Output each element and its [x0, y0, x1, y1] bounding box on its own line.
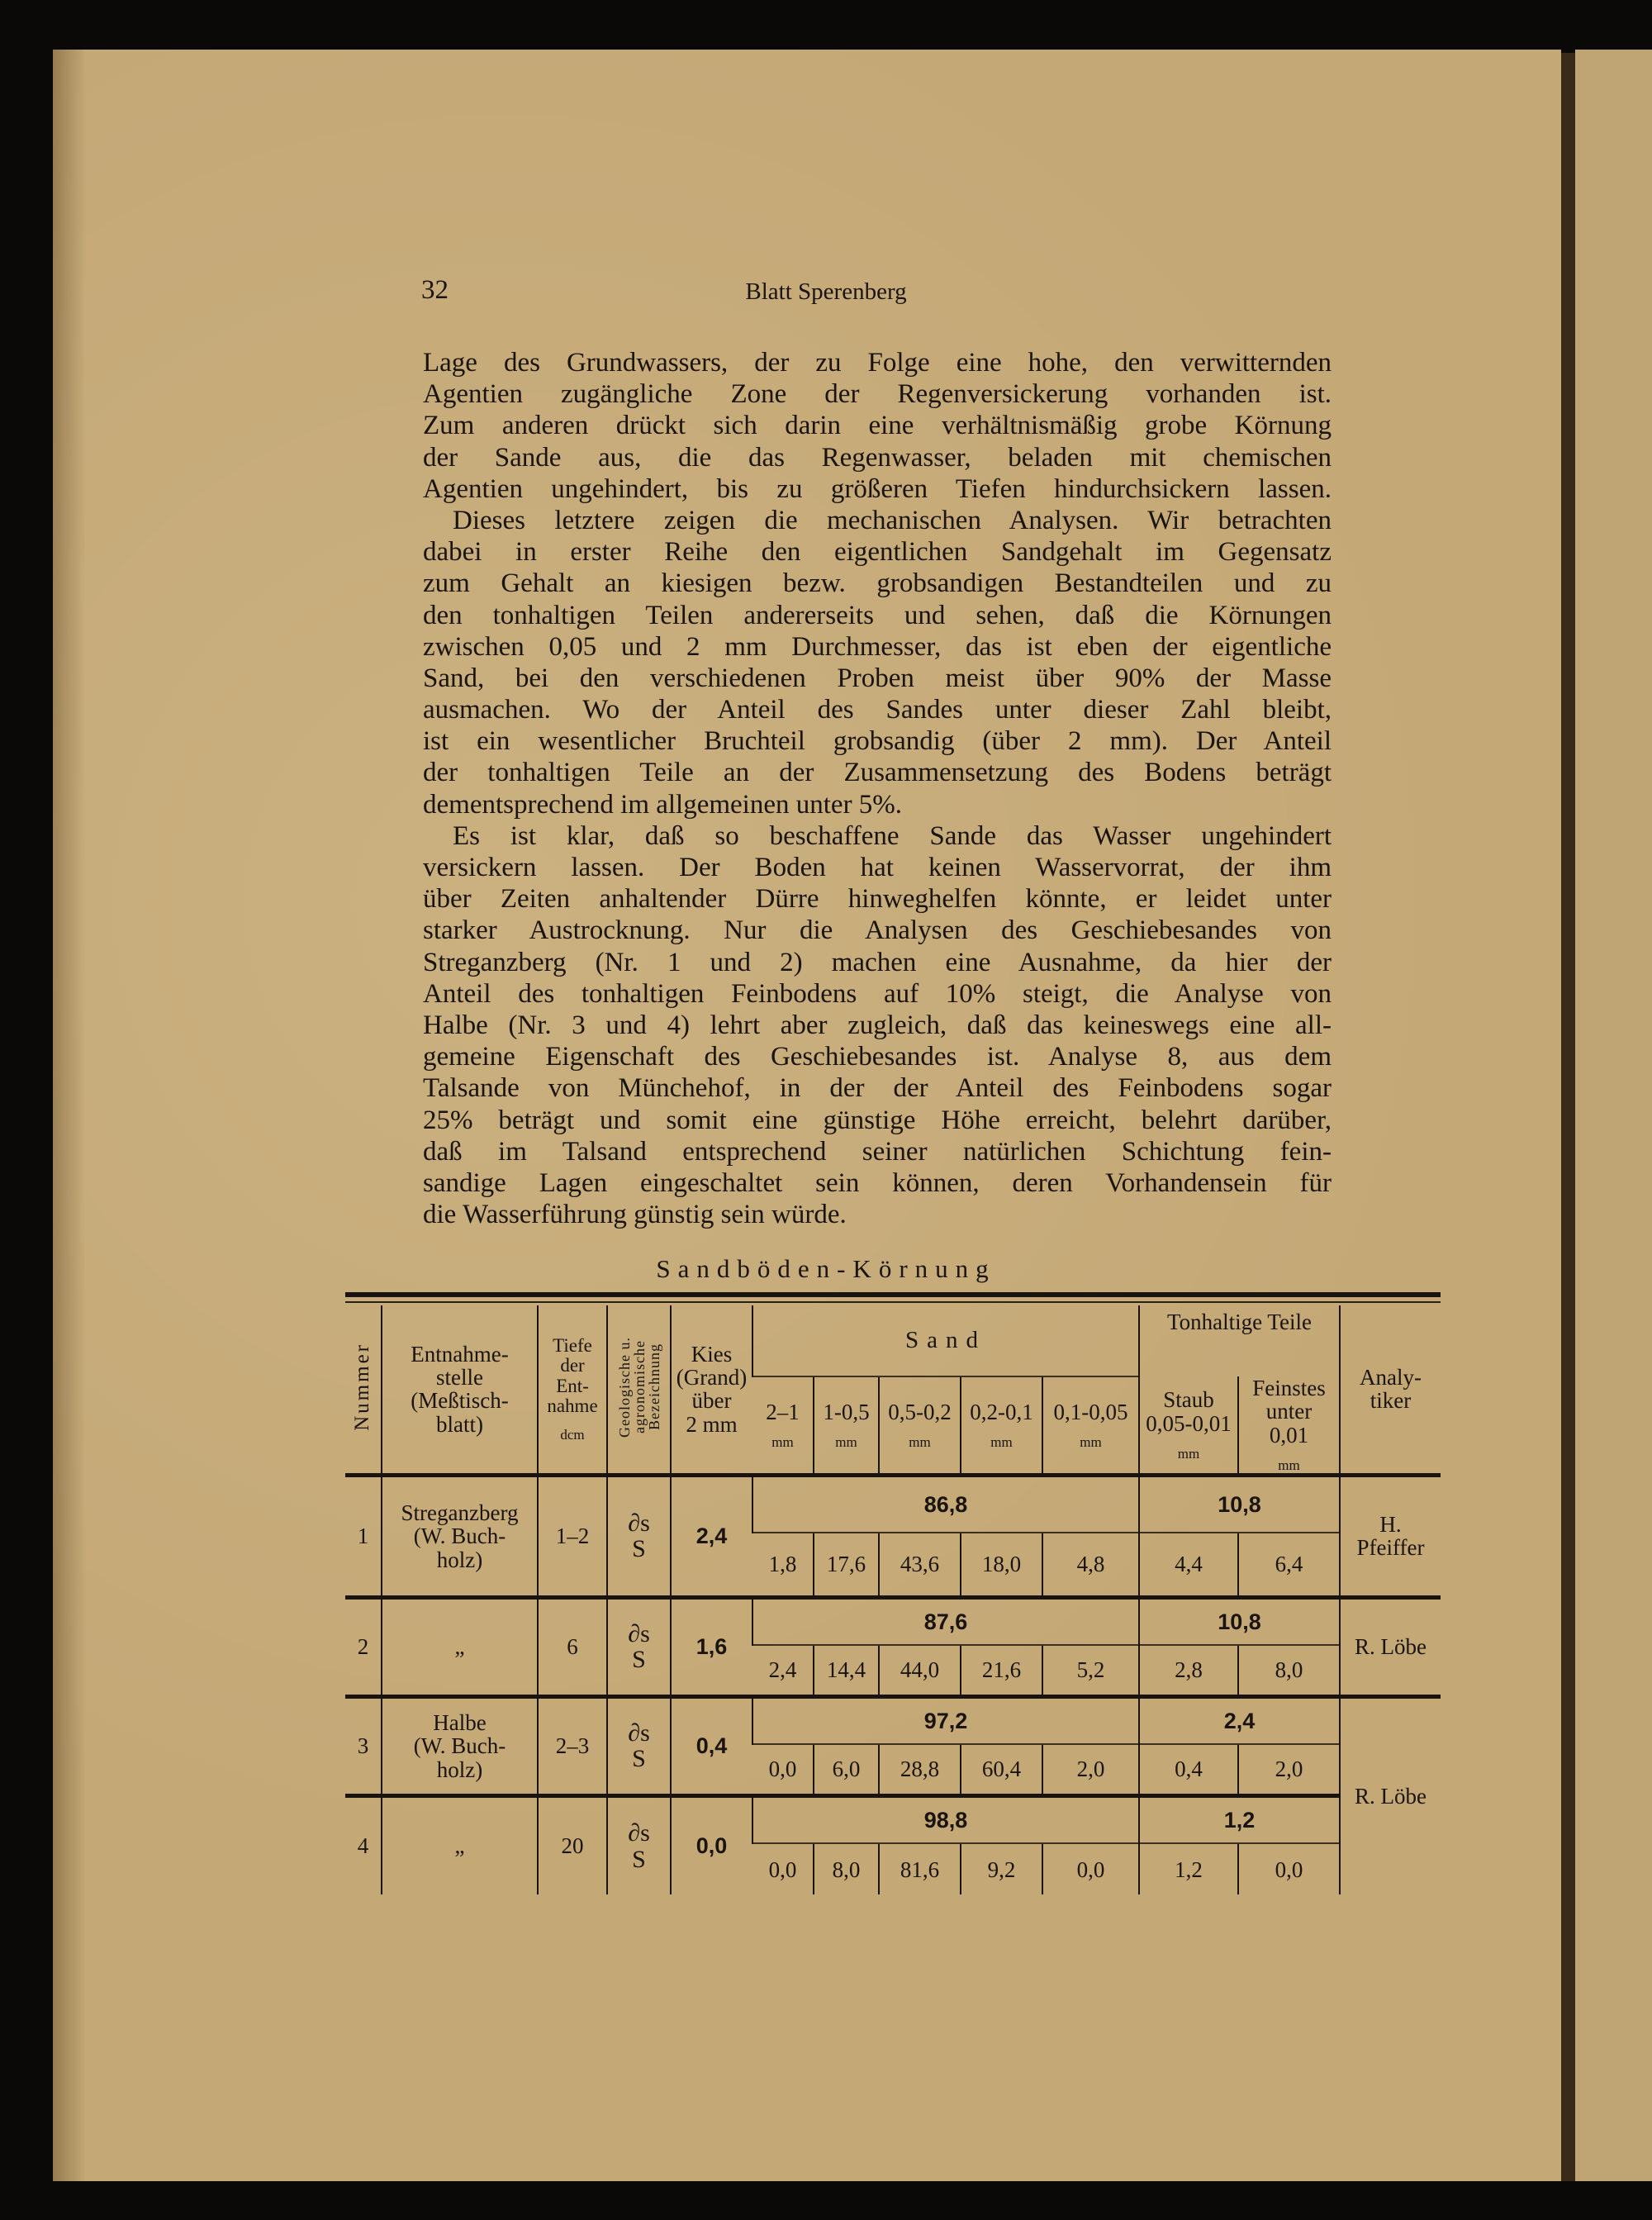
- sand-fraction-value: 14,4: [814, 1645, 879, 1696]
- row-number: 3: [345, 1696, 382, 1795]
- text-line: gemeine Eigenschaft des Geschiebesandes ist. Analyse 8, aus dem: [423, 1042, 1332, 1072]
- unit: mm: [990, 1434, 1013, 1451]
- unit: dcm: [560, 1426, 585, 1443]
- geo-header: [617, 1337, 662, 1438]
- sand-total: 87,6: [923, 1609, 968, 1634]
- depth: 6: [538, 1597, 607, 1696]
- cell-line: S: [632, 1646, 646, 1674]
- depth: 2–3: [538, 1696, 607, 1795]
- running-title: Blatt Sperenberg: [745, 278, 907, 305]
- cell-line: über: [691, 1388, 732, 1414]
- geological-designation: [607, 1475, 671, 1597]
- sand-total-cell: [752, 1475, 1139, 1533]
- kies-cell: [671, 1597, 752, 1696]
- unit: mm: [1080, 1434, 1102, 1451]
- feinstes-value: 0,0: [1238, 1843, 1340, 1894]
- text-line: ausmachen. Wo der Anteil des Sandes unter dieser Zahl bleibt,: [423, 695, 1332, 725]
- cell-line: S: [632, 1845, 646, 1873]
- sampling-location: [382, 1597, 538, 1696]
- cell-line: (Meßtisch-: [411, 1388, 509, 1414]
- header-staub: [1139, 1376, 1238, 1475]
- text-line: versickern lassen. Der Boden hat keinen Wasservorrat, der ihm: [423, 853, 1332, 882]
- text-line: den tonhaltigen Teilen andererseits und sehen, daß die Körnungen: [423, 600, 1332, 630]
- sand-fraction-value: 60,4: [961, 1744, 1042, 1795]
- cell-line: Kies: [691, 1341, 733, 1367]
- sand-fraction-value: 81,6: [879, 1843, 961, 1894]
- staub-value: 2,8: [1139, 1645, 1238, 1696]
- cell-line: holz): [436, 1757, 483, 1782]
- row-number: 1: [357, 1524, 369, 1549]
- header-sand-fraction: [879, 1376, 961, 1475]
- cell-line: 2 mm: [686, 1411, 738, 1437]
- staub-value: 1,2: [1139, 1843, 1238, 1894]
- cell-line: S: [632, 1745, 646, 1773]
- sand-fraction-value: 8,0: [814, 1843, 879, 1894]
- text-line: Lage des Grundwassers, der zu Folge eine hohe, den verwitternden: [423, 348, 1332, 378]
- sand-fraction-value: 2,4: [752, 1645, 814, 1696]
- cell-line: 0,5-0,2: [888, 1399, 952, 1424]
- header-tiefe: [538, 1305, 607, 1475]
- kies-cell: [671, 1696, 752, 1795]
- sand-total-cell: [752, 1597, 1139, 1645]
- sand-fraction-value: 4,8: [1042, 1533, 1139, 1597]
- sand-total: 86,8: [923, 1491, 968, 1517]
- cell-line: Geologische u.: [615, 1336, 633, 1438]
- text-line: der tonhaltigen Teile an der Zusammensetzung des Bodens beträgt: [423, 758, 1332, 788]
- depth: 1–2: [538, 1475, 607, 1597]
- kies-cell: [671, 1475, 752, 1597]
- header-tonhaltige-teile: Tonhaltige Teile: [1139, 1305, 1340, 1376]
- header-feinstes: [1238, 1376, 1340, 1475]
- header-sand-fraction: [1042, 1376, 1139, 1475]
- sand-fraction-value: 1,8: [752, 1533, 814, 1597]
- cell-line: „: [454, 1634, 465, 1660]
- ton-total-cell: [1139, 1597, 1340, 1645]
- cell-line: Staub: [1163, 1387, 1214, 1413]
- cell-line: der: [560, 1355, 585, 1376]
- cell-line: H. Pfeiffer: [1356, 1512, 1425, 1561]
- sand-fraction-value: 9,2: [961, 1843, 1042, 1894]
- sand-fraction-value: 28,8: [879, 1744, 961, 1795]
- sampling-location: [382, 1475, 538, 1597]
- sand-fraction-value: 5,2: [1042, 1645, 1139, 1696]
- text-line: zum Gehalt an kiesigen bezw. grobsandigen Bestandteilen und zu: [423, 568, 1332, 599]
- cell-line: blatt): [436, 1411, 483, 1437]
- unit: mm: [909, 1434, 931, 1451]
- sand-total-cell: [752, 1696, 1139, 1744]
- text-line: über Zeiten anhaltender Dürre hinweghelfen könnte, er leidet unter: [423, 884, 1332, 915]
- sand-fraction-value: 18,0: [961, 1533, 1042, 1597]
- kies-value: 0,0: [695, 1833, 728, 1859]
- cell-line: (W. Buch-: [413, 1524, 506, 1549]
- sand-fraction-value: 6,0: [814, 1744, 879, 1795]
- cell-line: Ent-: [556, 1375, 589, 1396]
- staub-value: 0,4: [1139, 1744, 1238, 1795]
- cell-line: S: [632, 1535, 646, 1563]
- cell-line: 0,01: [1269, 1422, 1309, 1448]
- sand-fraction-value: 0,0: [752, 1744, 814, 1795]
- table-top-thin-rule: [345, 1301, 1441, 1303]
- body-text: [423, 347, 1332, 1230]
- header-sand-fraction: [752, 1376, 814, 1475]
- geological-designation: [607, 1597, 671, 1696]
- row-number: 2: [345, 1597, 382, 1696]
- sand-fraction-value: 44,0: [879, 1645, 961, 1696]
- header-entnahmestelle: [382, 1305, 538, 1475]
- cell-line: ∂s: [628, 1718, 650, 1747]
- cell-line: ∂s: [628, 1619, 650, 1647]
- analyst-cell: R. Löbe: [1340, 1597, 1441, 1696]
- feinstes-value: 6,4: [1238, 1533, 1340, 1597]
- cell-line: „: [454, 1833, 465, 1859]
- ton-total: 2,4: [1223, 1708, 1256, 1733]
- cell-line: agronomische: [630, 1340, 648, 1434]
- depth: 20: [538, 1795, 607, 1894]
- unit: mm: [835, 1434, 857, 1451]
- sand-total: 98,8: [923, 1807, 968, 1833]
- header-sand-fraction: [814, 1376, 879, 1475]
- text-line: zwischen 0,05 und 2 mm Durchmesser, das ist eben der eigentliche: [423, 631, 1332, 662]
- unit: mm: [771, 1434, 794, 1451]
- text-line: Streganzberg (Nr. 1 und 2) machen eine Ausnahme, da hier der: [423, 947, 1332, 977]
- cell-line: stelle: [436, 1365, 483, 1390]
- nummer-header: Nummer: [351, 1343, 374, 1432]
- header-geologische-bezeichnung: [607, 1305, 671, 1475]
- text-line: ist ein wesentlicher Bruchteil grobsandig (über 2 mm). Der Anteil: [423, 726, 1332, 757]
- cell-line: 2–1: [766, 1399, 800, 1424]
- sand-fraction-value: 0,0: [1042, 1843, 1139, 1894]
- analyst-cell: R. Löbe: [1340, 1696, 1441, 1894]
- text-line: Dieses letztere zeigen die mechanischen Analysen. Wir betrachten: [453, 505, 1332, 535]
- cell-line: holz): [436, 1547, 483, 1572]
- next-page-edge: [1575, 50, 1652, 2181]
- header-sand: Sand: [752, 1305, 1139, 1376]
- geological-designation: [607, 1696, 671, 1795]
- sand-total: 97,2: [923, 1708, 968, 1733]
- analyst-cell: [1340, 1475, 1441, 1597]
- geological-designation: [607, 1795, 671, 1894]
- row-number: 4: [345, 1795, 382, 1894]
- header-sand-fraction: [961, 1376, 1042, 1475]
- cell-line: unter: [1265, 1399, 1313, 1424]
- cell-line: Halbe: [433, 1709, 487, 1735]
- ton-total-cell: [1139, 1696, 1340, 1744]
- header-nummer: [345, 1305, 382, 1475]
- cell-line: Tiefe: [553, 1335, 592, 1357]
- sand-total-cell: [752, 1795, 1139, 1843]
- cell-line: (Grand): [676, 1365, 748, 1390]
- text-line: Es ist klar, daß so beschaffene Sande das Wasser ungehindert: [453, 820, 1332, 851]
- text-line: Zum anderen drückt sich darin eine verhältnismäßig grobe Körnung: [423, 411, 1332, 441]
- kies-value: 2,4: [695, 1524, 728, 1549]
- ton-total: 10,8: [1218, 1609, 1261, 1634]
- text-line: Agentien zugängliche Zone der Regenversickerung vorhanden ist.: [423, 379, 1332, 410]
- cell-line: ∂s: [628, 1819, 650, 1847]
- unit: mm: [1278, 1457, 1300, 1474]
- feinstes-value: 2,0: [1238, 1744, 1340, 1795]
- kies-cell: [671, 1795, 752, 1894]
- ton-total: 1,2: [1223, 1807, 1256, 1833]
- text-line: dabei in erster Reihe den eigentlichen Sandgehalt im Gegensatz: [423, 537, 1332, 568]
- book-gutter: [1561, 53, 1575, 2181]
- kies-value: 0,4: [695, 1733, 728, 1759]
- sand-fraction-value: 21,6: [961, 1645, 1042, 1696]
- cell-line: (W. Buch-: [413, 1733, 506, 1759]
- sand-grain-table: [345, 1305, 1441, 1894]
- text-line: dementsprechend im allgemeinen unter 5%.: [423, 789, 903, 820]
- staub-value: 4,4: [1139, 1533, 1238, 1597]
- text-line: Anteil des tonhaltigen Feinbodens auf 10% steigt, die Analyse von: [423, 978, 1332, 1009]
- cell-line: Analy-: [1360, 1365, 1422, 1390]
- sand-fraction-value: 0,0: [752, 1843, 814, 1894]
- cell-line: Bezeichnung: [645, 1343, 662, 1431]
- table-top-rule: [345, 1292, 1441, 1297]
- sand-fraction-value: 17,6: [814, 1533, 879, 1597]
- ton-total: 10,8: [1218, 1491, 1261, 1517]
- text-line: sandige Lagen eingeschaltet sein können, deren Vorhandensein für: [423, 1167, 1332, 1198]
- sand-fraction-value: 43,6: [879, 1533, 961, 1597]
- header-analytiker: [1340, 1305, 1441, 1475]
- unit: mm: [1177, 1445, 1200, 1462]
- text-line: daß im Talsand entsprechend seiner natürlichen Schichtung fein-: [423, 1136, 1332, 1167]
- sand-fraction-value: 2,0: [1042, 1744, 1139, 1795]
- cell-line: 0,2-0,1: [970, 1399, 1033, 1424]
- text-line: Sand, bei den verschiedenen Proben meist über 90% der Masse: [423, 663, 1332, 693]
- ton-total-cell: [1139, 1475, 1340, 1533]
- ton-total-cell: [1139, 1795, 1340, 1843]
- sampling-location: [382, 1795, 538, 1894]
- text-line: Talsande von Münchehof, in der der Anteil des Feinbodens sogar: [423, 1073, 1332, 1104]
- cell-line: Entnahme-: [411, 1341, 509, 1367]
- cell-line: Feinstes: [1252, 1376, 1326, 1400]
- cell-line: tiker: [1370, 1388, 1412, 1414]
- cell-line: 0,1-0,05: [1053, 1399, 1128, 1424]
- text-line: Halbe (Nr. 3 und 4) lehrt aber zugleich, daß das keineswegs eine all-: [423, 1010, 1332, 1040]
- header-kies: [671, 1305, 752, 1475]
- text-line: Agentien ungehindert, bis zu größeren Tiefen hindurchsickern lassen.: [423, 473, 1332, 504]
- text-line: die Wasserführung günstig sein würde.: [423, 1200, 847, 1230]
- cell-line: Streganzberg: [401, 1500, 519, 1525]
- kies-value: 1,6: [695, 1634, 728, 1660]
- cell-line: nahme: [547, 1395, 598, 1416]
- text-line: starker Austrocknung. Nur die Analysen des Geschiebesandes von: [423, 915, 1332, 946]
- cell-line: 0,05-0,01: [1146, 1410, 1232, 1436]
- text-line: 25% beträgt und somit eine günstige Höhe erreicht, belehrt darüber,: [423, 1105, 1332, 1135]
- feinstes-value: 8,0: [1238, 1645, 1340, 1696]
- page-number: 32: [421, 275, 449, 305]
- sampling-location: [382, 1696, 538, 1795]
- cell-line: 1-0,5: [823, 1399, 870, 1424]
- cell-line: ∂s: [628, 1509, 650, 1537]
- table-title: Sandböden-Körnung: [656, 1254, 996, 1283]
- text-line: der Sande aus, die das Regenwasser, beladen mit chemischen: [423, 442, 1332, 473]
